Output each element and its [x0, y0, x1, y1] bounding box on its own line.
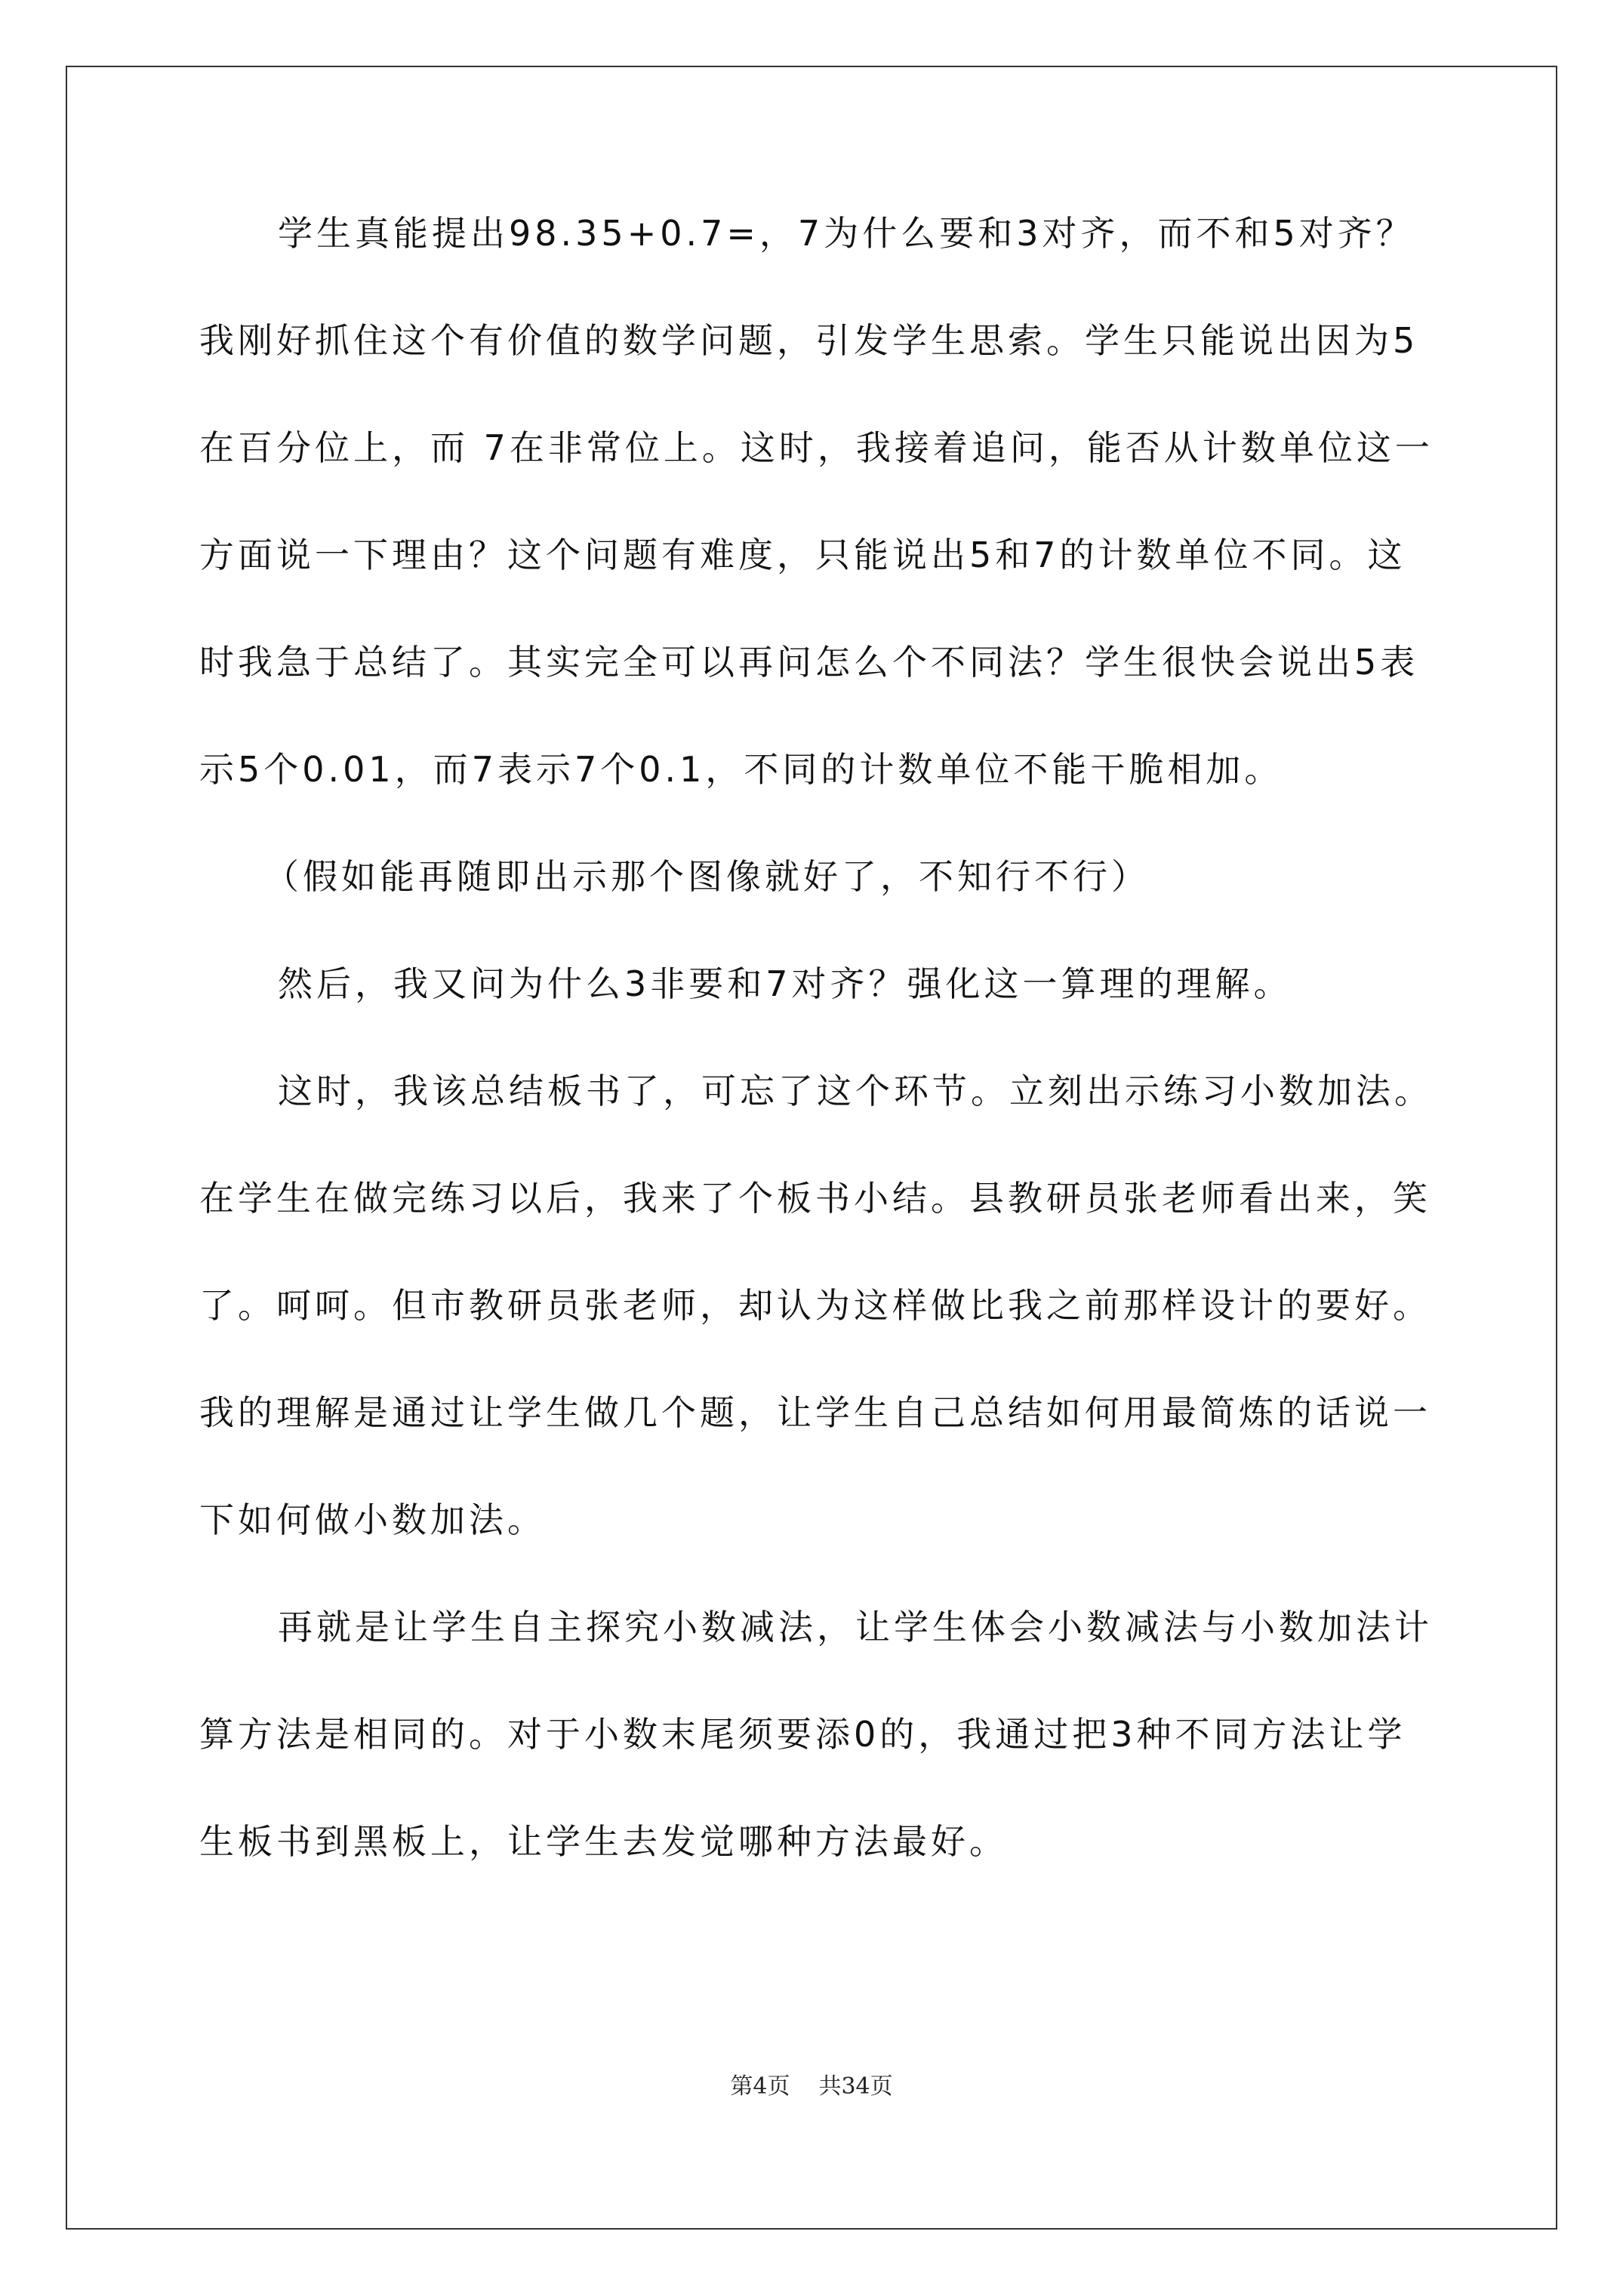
paragraph-2: （假如能再随即出示那个图像就好了，不知行不行）	[264, 856, 1150, 897]
paragraph-5: 再就是让学生自主探究小数减法，让学生体会小数减法与小数加法计算方法是相同的。对于小数末尾须要添0的，我通过把3种不同方法让学生板书到黑板上，让学生去发觉哪种方法最好。	[199, 1607, 1433, 1862]
page-number: 第4页	[730, 2073, 790, 2100]
paragraph-1: 学生真能提出98.35+0.7=，7为什么要和3对齐，而不和5对齐？我刚好抓住这个有价值的数学问题，引发学生思索。学生只能说出因为5在百分位上，而 7在非常位上。这时，我接着追问，能否从计数单位这一方面说一下理由？这个问题有难度，只能说出5和7的计数单位不同。这时我急于总结了。其实完全可以再问怎么个不同法？学生很快会说出5表示5个0.01，而7表示7个0.1，不同的计数单位不能干脆相加。	[199, 213, 1434, 790]
document-body	[199, 180, 1437, 1895]
paragraph-3: 然后，我又问为什么3非要和7对齐？强化这一算理的理解。	[278, 963, 1292, 1004]
paragraph-4: 这时，我该总结板书了，可忘了这个环节。立刻出示练习小数加法。在学生在做完练习以后，我来了个板书小结。县教研员张老师看出来，笑了。呵呵。但市教研员张老师，却认为这样做比我之前那样设计的要好。我的理解是通过让学生做几个题，让学生自己总结如何用最简炼的话说一下如何做小数加法。	[199, 1071, 1433, 1540]
page-total: 共34页	[818, 2073, 893, 2100]
page-footer	[0, 2067, 1623, 2100]
